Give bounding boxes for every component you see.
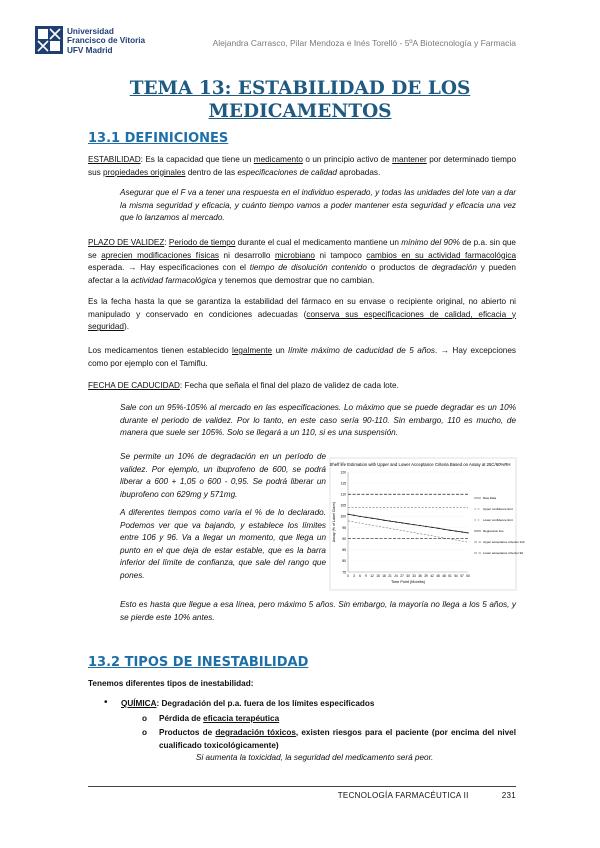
note-quote-1: Asegurar que el F va a tener una respuesta en el individuo esperado, y todas las unidades del lote van a dar la misma seguridad y eficacia, y cuánto tiempo vamos a poder mantener esta seguridad y eficacia una vez que lo lanzamos al mercado. [120, 188, 516, 223]
sub-item-eficacia [142, 713, 516, 726]
y-tick-label: 85 [342, 548, 346, 553]
logo-line: Francisco de Vitoria [67, 36, 146, 46]
text: medicamento [253, 155, 303, 164]
logo-line: UFV Madrid [67, 45, 113, 55]
text: : Degradación del p.a. fuera de los límites especificados [156, 699, 375, 708]
text: o un principio activo de [302, 155, 393, 164]
text: tiempo de disolución contenido [249, 263, 367, 273]
text: conserva sus especificaciones de calidad, eficacia y seguridad [88, 309, 517, 332]
logo-mark-icon [35, 26, 63, 54]
term-plazo: PLAZO DE VALIDEZ [88, 238, 165, 247]
text: , existen riesgos para el paciente (por encima del nivel cualificado toxicológicamente) [159, 728, 516, 750]
x-tick-label: 15 [376, 574, 380, 578]
text: por determinado tiempo sus [88, 155, 516, 177]
x-tick-label: 45 [436, 574, 440, 578]
page-footer [300, 791, 516, 800]
text: aprecien modificaciones físicas [101, 250, 220, 260]
text: degradación tóxicos [215, 728, 296, 737]
shelf-life-chart [329, 458, 525, 590]
x-tick-label: 0 [347, 574, 349, 578]
text: y pueden afectar a la [88, 263, 516, 285]
x-tick-label: 57 [460, 574, 464, 578]
paragraph-fecha-garantia [88, 296, 516, 334]
header-authors: Alejandra Carrasco, Pilar Mendoza e Inés Torelló - 5ºA Biotecnología y Farmacia [212, 38, 516, 48]
page-title [80, 77, 520, 123]
text: microbiano [274, 250, 315, 260]
x-tick-label: 51 [448, 574, 452, 578]
text: aprobadas. [337, 167, 381, 177]
legend-label: Regression line [483, 529, 504, 534]
page-number: 231 [501, 791, 516, 800]
text: mantener [392, 155, 427, 164]
text: Es la fecha hasta la que se garantiza la estabilidad del fármaco en su envase o recipiente original, no abierto ni manipulado y conservado en condiciones adecuadas ( [88, 297, 516, 319]
legend-label: Upper acceptance criterion 110 [483, 540, 525, 545]
title-line-2: MEDICAMENTOS [208, 101, 392, 122]
paragraph-caducidad-limite [88, 345, 516, 370]
chart-frame [330, 458, 516, 590]
note-quote-3: Se permite un 10% de degradación en un período de validez. Por ejemplo, un ibuprofeno de 600, se podrá liberar a 600 + 1,05 o 600 - 0,95. Se podrá liberar un ibuprofeno con 629mg y 571mg. [120, 452, 326, 499]
section-heading-tipos: 13.2 TIPOS DE INESTABILIDAD [88, 655, 309, 670]
y-tick-label: 100 [340, 514, 346, 519]
text: : [164, 238, 169, 247]
section-heading-definiciones: 13.1 DEFINICIONES [88, 131, 229, 146]
text: mínimo del 90% [401, 238, 460, 247]
legend-label: Raw Data [483, 496, 497, 501]
text: dentro de las [185, 167, 238, 177]
text: esperada. → Hay especificaciones con el [88, 263, 250, 273]
text: un [272, 346, 289, 355]
text: Productos de [159, 728, 216, 737]
paragraph-intro-tipos: Tenemos diferentes tipos de inestabilidad: [88, 679, 254, 688]
legend-label: Lower acceptance criterion 90 [483, 551, 524, 556]
x-tick-label: 12 [370, 574, 374, 578]
x-tick-label: 39 [424, 574, 428, 578]
footer-subject: TECNOLOGÍA FARMACÉUTICA II [337, 791, 469, 800]
x-axis-label: Time Point (Months) [390, 580, 426, 584]
y-axis-label: Assay (% of Label Claim) [332, 501, 336, 543]
term-fecha-caducidad: FECHA DE CADUCIDAD [88, 381, 180, 390]
x-tick-label: 24 [394, 574, 398, 578]
text: y tenemos que demostrar que no cambian. [216, 275, 375, 285]
term-quimica: QUÍMICA [121, 699, 157, 708]
text: propiedades originales [103, 167, 186, 177]
x-tick-label: 33 [412, 574, 416, 578]
text: Los medicamentos tienen establecido [88, 346, 233, 355]
sub-item-degradacion [142, 727, 516, 752]
note-quote-2: Sale con un 95%-105% al mercado en las especificaciones. Lo máximo que se puede degradar es un 10% durante el periodo de validez. Por lo tanto, en este caso sería 90-110. Sin embargo, 110 es mucho, de manera que suele ser 105%. Solo se llegará a un 110, si es una suspensión. [120, 403, 516, 438]
text: : Fecha que señala el final del plazo de validez de cada lote. [179, 381, 399, 390]
legend-label: Upper confidence limit [483, 507, 513, 512]
note-quote-4: A diferentes tiempos como varía el % de lo declarado. Podemos ver que va bajando, y establece los límites entre 106 y 96. Va a llegar un momento, que llega un punto en el que deja de estar estable, que es la barra inferior del límite de confianza, que sale del rango que pones. [120, 508, 326, 580]
x-tick-label: 21 [388, 574, 392, 578]
text: degradación [431, 263, 477, 273]
text: o productos de [366, 263, 432, 273]
text: especificaciones de calidad [237, 167, 337, 177]
text: ni desarrollo [219, 250, 275, 260]
x-tick-label: 54 [454, 574, 458, 578]
legend-label: Lower confidence limit [483, 518, 513, 523]
y-tick-label: 75 [342, 570, 346, 575]
logo-line: Universidad [67, 27, 114, 36]
text: ). [123, 322, 129, 332]
text: eficacia terapéutica [203, 714, 280, 723]
y-tick-label: 110 [340, 492, 346, 497]
text: ni tampoco [314, 250, 367, 260]
y-tick-label: 105 [340, 503, 346, 508]
text: actividad farmacológica [130, 275, 217, 285]
x-tick-label: 6 [359, 574, 361, 578]
note-quote-6: Si aumenta la toxicidad, la seguridad del medicamento será peor. [196, 753, 434, 762]
text: Pérdida de [159, 714, 204, 723]
chart-svg [329, 458, 525, 590]
text: Periodo de tiempo [168, 238, 236, 247]
footer-rule [88, 786, 516, 787]
title-line-1: TEMA 13: ESTABILIDAD DE LOS [129, 78, 471, 99]
text: . → Hay excepciones como por ejemplo con el Tamiflu. [88, 346, 516, 368]
text: : Es la capacidad que tiene un [140, 155, 254, 164]
sub-bullet-icon: o [142, 714, 148, 723]
paragraph-fecha-caducidad [88, 380, 516, 393]
logo-text [67, 27, 145, 55]
chart-title: Shelf life Estimation with Upper and Lower Acceptance Criteria Based on Assay at 25C/60%RH [329, 462, 511, 467]
x-tick-label: 3 [353, 574, 355, 578]
text: durante el cual el medicamento mantiene un [235, 238, 402, 247]
x-tick-label: 60 [466, 574, 470, 578]
university-logo [35, 26, 145, 56]
x-tick-label: 18 [382, 574, 386, 578]
text: de p.a. sin que se [88, 238, 516, 260]
paragraph-estabilidad [88, 154, 516, 179]
x-tick-label: 36 [418, 574, 422, 578]
text: límite máximo de caducidad de 5 años [288, 346, 436, 355]
bullet-icon: • [104, 697, 108, 708]
sub-bullet-icon: o [142, 728, 148, 737]
y-tick-label: 120 [340, 470, 346, 475]
term-estabilidad: ESTABILIDAD [88, 155, 141, 164]
list-item-quimica [104, 698, 516, 711]
note-quote-5: Esto es hasta que llegue a esa línea, pero máximo 5 años. Sin embargo, la mayoría no llega a los 5 años, y se pierde este 10% antes. [120, 600, 516, 622]
text: legalmente [232, 346, 273, 355]
text: cambios en su actividad farmacológica [366, 250, 516, 260]
y-tick-label: 115 [340, 481, 346, 486]
y-tick-label: 95 [342, 525, 346, 530]
y-tick-label: 80 [342, 559, 346, 564]
x-tick-label: 48 [442, 574, 446, 578]
x-tick-label: 27 [400, 574, 404, 578]
x-tick-label: 9 [365, 574, 367, 578]
paragraph-plazo-validez [88, 237, 516, 287]
x-tick-label: 42 [430, 574, 434, 578]
y-tick-label: 90 [342, 536, 346, 541]
x-tick-label: 30 [406, 574, 410, 578]
